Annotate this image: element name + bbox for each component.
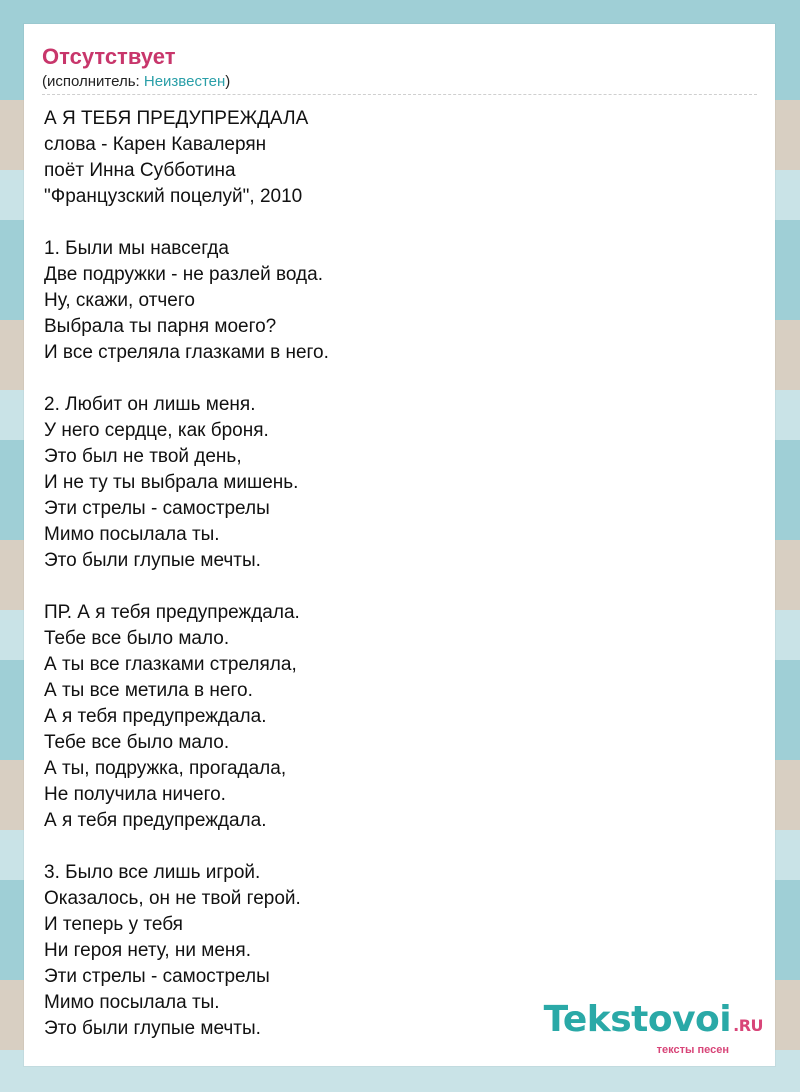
- lyric-line: 1. Были мы навсегда: [44, 238, 229, 259]
- lyrics-text: [44, 106, 755, 1042]
- lyric-line: Это были глупые мечты.: [44, 1018, 261, 1039]
- logo-tagline: тексты песен: [656, 1044, 729, 1056]
- lyric-line: Ни героя нету, ни меня.: [44, 940, 251, 961]
- lyric-line: А ты все метила в него.: [44, 680, 253, 701]
- logo-tld: .RU: [733, 1016, 763, 1035]
- lyric-line: А ты, подружка, прогадала,: [44, 758, 287, 779]
- lyric-line: [44, 834, 755, 860]
- lyric-line: Оказалось, он не твой герой.: [44, 888, 301, 909]
- lyric-line: И не ту ты выбрала мишень.: [44, 472, 299, 493]
- lyric-line: А ты все глазками стреляла,: [44, 654, 297, 675]
- lyric-line: Две подружки - не разлей вода.: [44, 264, 323, 285]
- song-header: [42, 44, 757, 92]
- lyric-line: Тебе все было мало.: [44, 732, 230, 753]
- lyric-line: Ну, скажи, отчего: [44, 290, 195, 311]
- lyric-line: [44, 574, 755, 600]
- lyric-line: И все стреляла глазками в него.: [44, 342, 329, 363]
- lyric-line: А я тебя предупреждала.: [44, 706, 267, 727]
- lyric-line: У него сердце, как броня.: [44, 420, 269, 441]
- artist-link[interactable]: Неизвестен: [143, 73, 226, 90]
- lyric-line: "Французский поцелуй", 2010: [44, 186, 303, 207]
- lyric-line: ПР. А я тебя предупреждала.: [44, 602, 300, 623]
- lyric-line: Это был не твой день,: [44, 446, 242, 467]
- lyric-line: Тебе все было мало.: [44, 628, 230, 649]
- artist-suffix: ): [225, 73, 231, 90]
- lyric-line: Эти стрелы - самострелы: [44, 966, 270, 987]
- logo-wordmark: [543, 999, 763, 1044]
- lyric-line: 2. Любит он лишь меня.: [44, 394, 256, 415]
- song-title: Отсутствует: [42, 44, 176, 69]
- lyric-line: Эти стрелы - самострелы: [44, 498, 270, 519]
- lyric-line: И теперь у тебя: [44, 914, 183, 935]
- lyrics-page: [24, 24, 775, 1066]
- lyric-line: 3. Было все лишь игрой.: [44, 862, 261, 883]
- lyric-line: [44, 210, 755, 236]
- artist-line: [42, 72, 757, 92]
- lyric-line: Мимо посылала ты.: [44, 524, 220, 545]
- lyric-line: А Я ТЕБЯ ПРЕДУПРЕЖДАЛА: [44, 108, 309, 129]
- lyric-line: Это были глупые мечты.: [44, 550, 261, 571]
- lyric-line: Мимо посылала ты.: [44, 992, 220, 1013]
- lyric-line: Выбрала ты парня моего?: [44, 316, 277, 337]
- lyric-line: А я тебя предупреждала.: [44, 810, 267, 831]
- lyric-line: Не получила ничего.: [44, 784, 226, 805]
- logo-name: Tekstovoi: [543, 999, 732, 1040]
- lyric-line: поёт Инна Субботина: [44, 160, 236, 181]
- lyric-line: [44, 366, 755, 392]
- artist-prefix: (исполнитель:: [42, 73, 144, 90]
- site-logo[interactable]: [543, 999, 763, 1056]
- header-divider: [42, 94, 757, 95]
- lyric-line: слова - Карен Кавалерян: [44, 134, 267, 155]
